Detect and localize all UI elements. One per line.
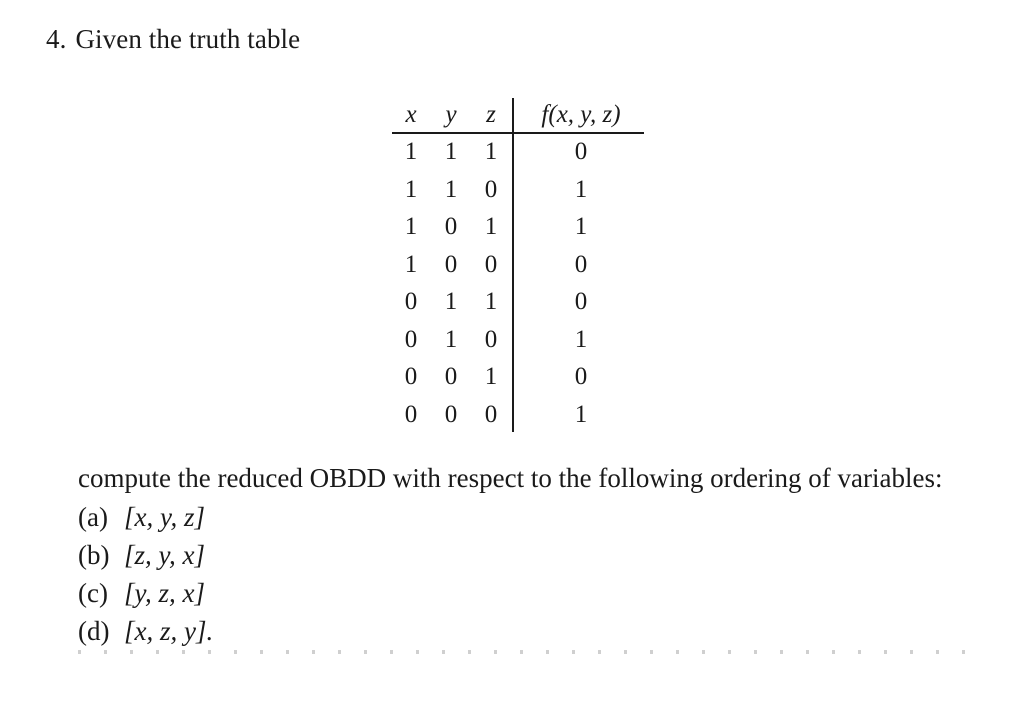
question-number: 4. <box>46 24 67 54</box>
truth-table-header <box>392 98 644 132</box>
cell-y: 1 <box>444 175 458 203</box>
header-y: y <box>445 101 457 128</box>
cell-x: 1 <box>404 250 418 278</box>
option-label: (a) <box>78 502 108 532</box>
option-ordering: [x, y, z] <box>124 502 205 532</box>
cell-x: 0 <box>404 400 418 428</box>
cell-f: 1 <box>574 175 588 203</box>
table-row <box>392 249 644 287</box>
cell-y: 0 <box>444 400 458 428</box>
ordering-options <box>78 502 213 654</box>
cell-f: 1 <box>574 400 588 428</box>
option-label: (d) <box>78 616 110 646</box>
cell-x: 0 <box>404 363 418 390</box>
option-item <box>78 616 213 654</box>
truth-table-body <box>392 136 644 436</box>
cell-z: 1 <box>484 213 498 240</box>
cell-f: 1 <box>574 325 588 353</box>
table-row <box>392 399 644 437</box>
cell-y: 1 <box>444 138 458 165</box>
cell-z: 1 <box>484 363 498 390</box>
cell-y: 0 <box>444 250 458 278</box>
cell-f: 0 <box>574 288 588 315</box>
option-ordering: [y, z, x] <box>124 578 205 608</box>
option-label: (c) <box>78 578 108 608</box>
cell-z: 0 <box>484 250 498 278</box>
table-row <box>392 286 644 324</box>
table-row <box>392 211 644 249</box>
cell-z: 0 <box>484 325 498 353</box>
cell-x: 0 <box>404 288 418 315</box>
cell-f: 0 <box>574 138 588 165</box>
option-ordering: [z, y, x] <box>124 540 205 570</box>
table-row <box>392 174 644 212</box>
option-item <box>78 502 213 540</box>
cell-z: 1 <box>484 288 498 315</box>
cell-y: 0 <box>444 213 458 240</box>
header-f: f(x, y, z) <box>541 101 621 128</box>
cell-x: 1 <box>404 213 418 240</box>
cell-z: 1 <box>484 138 498 165</box>
question-heading <box>46 24 300 55</box>
cell-f: 1 <box>574 213 588 240</box>
option-ordering: [x, z, y]. <box>124 616 214 646</box>
option-item <box>78 578 213 616</box>
cell-y: 1 <box>444 288 458 315</box>
header-divider <box>392 132 644 134</box>
option-item <box>78 540 213 578</box>
cell-f: 0 <box>574 250 588 278</box>
cell-x: 1 <box>404 138 418 165</box>
truth-table <box>392 98 644 432</box>
cell-f: 0 <box>574 363 588 390</box>
question-text: Given the truth table <box>75 24 301 54</box>
table-row <box>392 136 644 174</box>
cell-z: 0 <box>484 175 498 203</box>
cell-y: 1 <box>444 325 458 353</box>
cell-x: 0 <box>404 325 418 353</box>
header-x: x <box>405 101 417 128</box>
table-row <box>392 324 644 362</box>
cutoff-next-line <box>78 650 978 654</box>
table-row <box>392 361 644 399</box>
cell-y: 0 <box>444 363 458 390</box>
prompt-text: compute the reduced OBDD with respect to the following ordering of variables: <box>78 463 943 493</box>
header-z: z <box>486 101 496 128</box>
option-label: (b) <box>78 540 110 570</box>
cell-z: 0 <box>484 400 498 428</box>
cell-x: 1 <box>404 175 418 203</box>
